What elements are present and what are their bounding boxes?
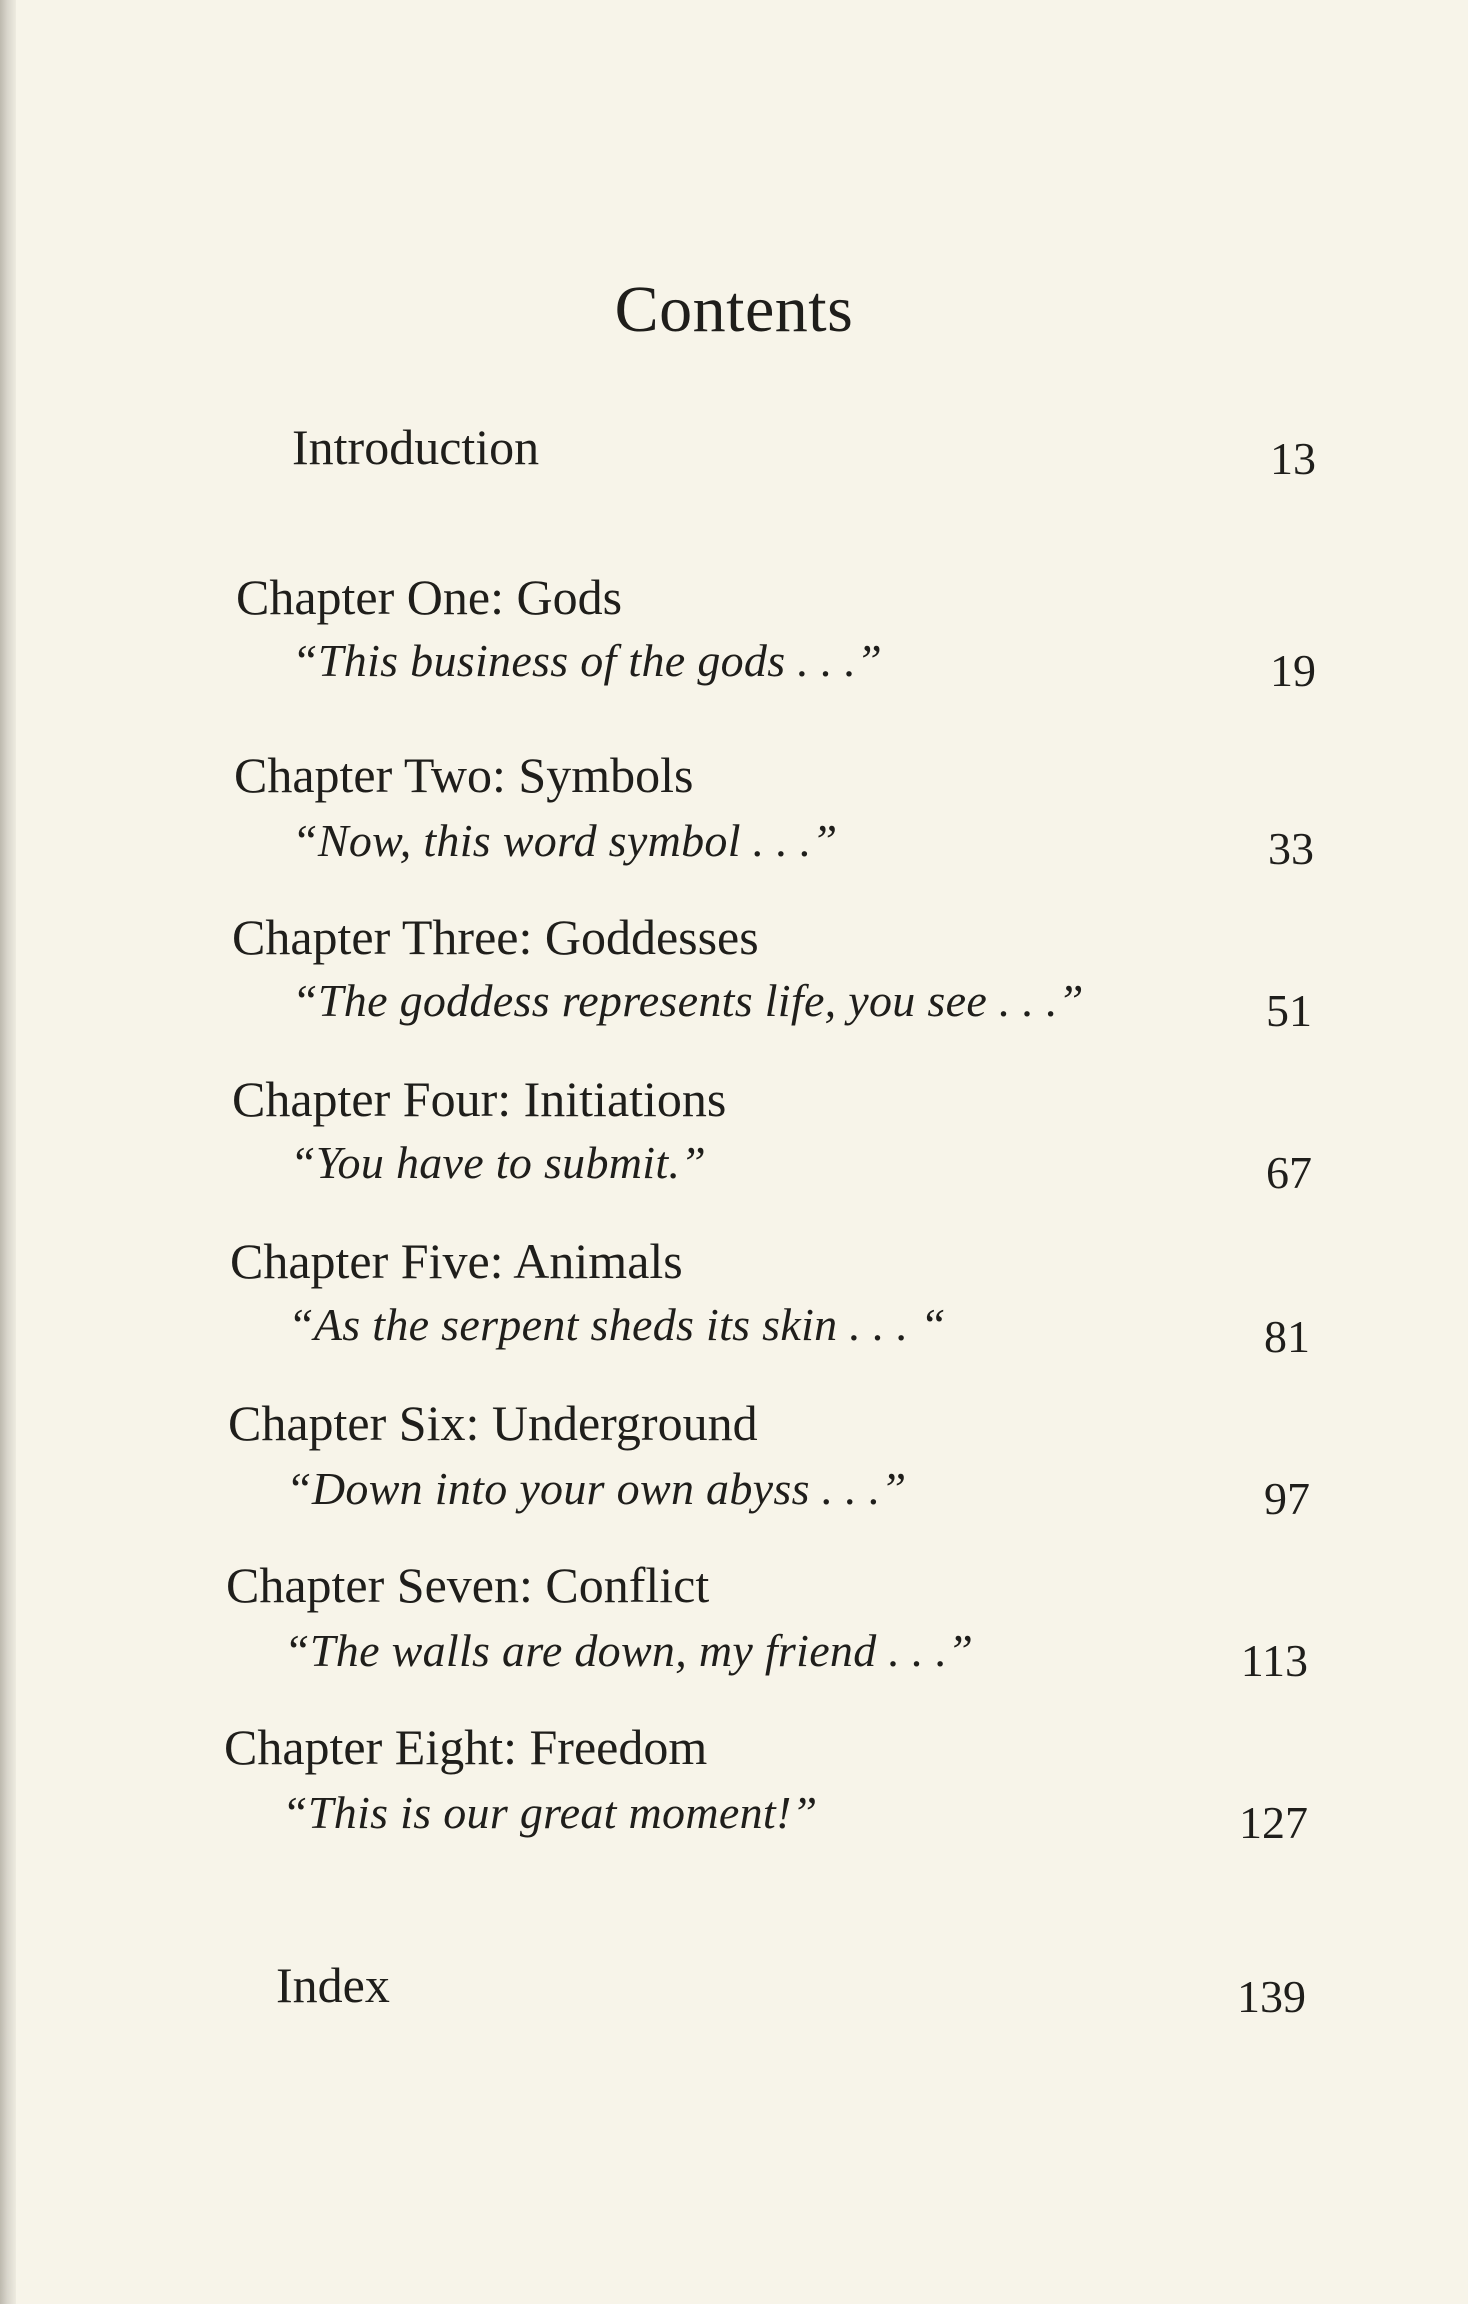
chapter-six-label: Chapter Six: Underground: [228, 1395, 758, 1451]
index-label: Index: [276, 1957, 390, 2013]
chapter-four-label: Chapter Four: Initiations: [232, 1071, 727, 1127]
introduction-label: Introduction: [292, 419, 540, 475]
chapter-two-page-number: 33: [1268, 823, 1314, 874]
chapter-three-label: Chapter Three: Goddesses: [232, 909, 759, 965]
chapter-seven-label: Chapter Seven: Conflict: [226, 1557, 710, 1613]
page-title: Contents: [614, 273, 854, 346]
introduction-page-number: 13: [1270, 433, 1316, 484]
chapter-seven-quote: “The walls are down, my friend . . .”: [284, 1625, 974, 1676]
index-page-number: 139: [1237, 1971, 1306, 2022]
chapter-five-page-number: 81: [1264, 1311, 1310, 1362]
chapter-one-quote: “This business of the gods . . .”: [292, 635, 883, 686]
chapter-eight-page-number: 127: [1239, 1797, 1308, 1848]
chapter-seven-page-number: 113: [1240, 1635, 1308, 1686]
chapter-six-quote: “Down into your own abyss . . .”: [286, 1463, 907, 1514]
chapter-five-label: Chapter Five: Animals: [230, 1233, 683, 1289]
chapter-four-page-number: 67: [1266, 1147, 1312, 1198]
chapter-three-page-number: 51: [1266, 985, 1312, 1036]
chapter-two-quote: “Now, this word symbol . . .”: [292, 815, 838, 866]
chapter-eight-quote: “This is our great moment!”: [282, 1787, 818, 1838]
chapter-five-quote: “As the serpent sheds its skin . . . “: [288, 1299, 946, 1350]
chapter-three-quote: “The goddess represents life, you see . . .”: [292, 975, 1084, 1026]
chapter-one-page-number: 19: [1270, 645, 1316, 696]
chapter-six-page-number: 97: [1264, 1473, 1310, 1524]
chapter-two-label: Chapter Two: Symbols: [234, 747, 694, 803]
chapter-one-label: Chapter One: Gods: [236, 569, 623, 625]
chapter-four-quote: “You have to submit.”: [290, 1137, 707, 1188]
chapter-eight-label: Chapter Eight: Freedom: [224, 1719, 708, 1775]
